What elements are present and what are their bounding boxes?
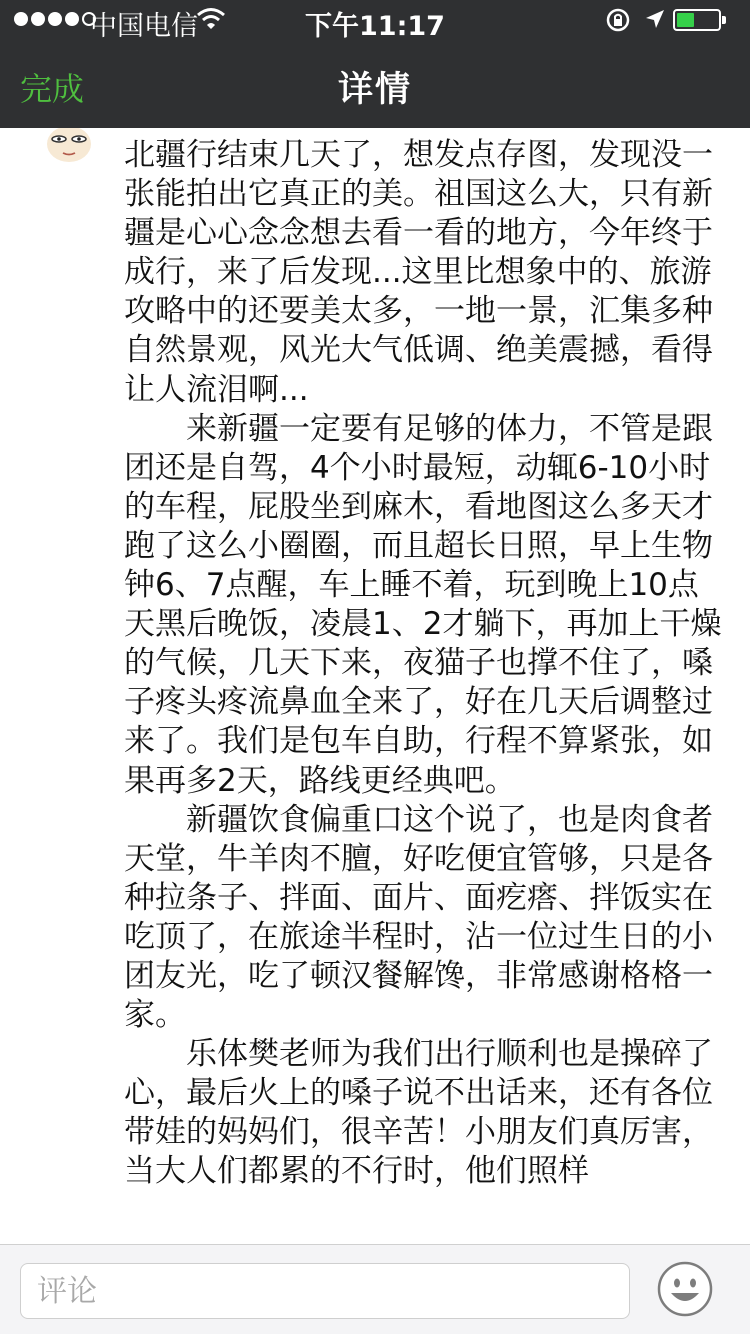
battery-icon (673, 9, 721, 31)
comment-bar (0, 1244, 750, 1334)
smiley-icon[interactable] (657, 1261, 713, 1317)
post-paragraph: 来新疆一定要有足够的体力，不管是跟团还是自驾，4个小时最短，动辄6-10小时的车程，屁股坐到麻木，看地图这么多天才跑了这么小圈圈，而且超长日照，早上生物钟6、7点醒，车上睡不着，玩到晚上10点天黑后晚饭，凌晨1、2才躺下，再加上干燥的气候，几天下来，夜猫子也撑不住了，嗓子疼头疼流鼻血全来了，好在几天后调整过来了。我们是包车自助，行程不算紧张，如果再多2天，路线更经典吧。 (124, 410, 722, 799)
status-bar (0, 0, 750, 40)
post-content[interactable] (0, 128, 750, 1244)
avatar[interactable] (40, 128, 98, 164)
rotation-lock-icon (605, 7, 631, 37)
navigation-bar (0, 0, 750, 128)
location-arrow-icon (644, 8, 666, 34)
post-paragraph: 乐体樊老师为我们出行顺利也是操碎了心，最后火上的嗓子说不出话来，还有各位带娃的妈妈们，很辛苦！小朋友们真厉害，当大人们都累的不行时，他们照样 (124, 1036, 713, 1190)
page-title: 详情 (337, 70, 412, 110)
battery-level (677, 13, 694, 27)
done-button[interactable]: 完成 (20, 70, 85, 108)
post-paragraph: 新疆饮食偏重口这个说了，也是肉食者天堂，牛羊肉不膻，好吃便宜管够，只是各种拉条子、拌面、面片、面疙瘩、拌饭实在吃顶了，在旅途半程时，沾一位过生日的小团友光，吃了顿汉餐解馋，非常感谢格格一家。 (124, 801, 713, 1034)
post-text (124, 136, 722, 1192)
post-paragraph: 北疆行结束几天了，想发点存图，发现没一张能拍出它真正的美。祖国这么大，只有新疆是心心念念想去看一看的地方，今年终于成行，来了后发现...这里比想象中的、旅游攻略中的还要美太多，一地一景，汇集多种自然景观，风光大气低调、绝美震撼，看得让人流泪啊... (124, 137, 713, 408)
status-time: 下午11:17 (305, 11, 445, 42)
carrier-name: 中国电信 (90, 11, 198, 42)
comment-input[interactable] (20, 1263, 630, 1319)
battery-cap (722, 16, 726, 24)
